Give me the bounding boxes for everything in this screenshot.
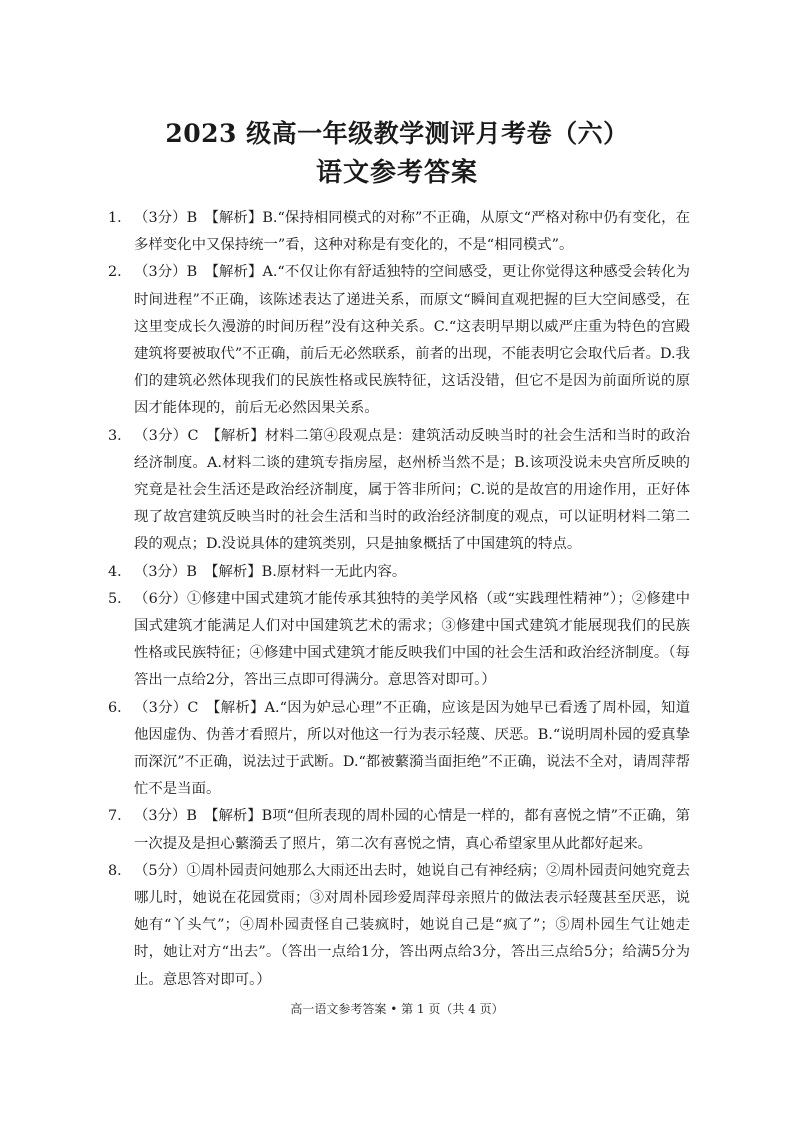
answer-item <box>108 423 690 559</box>
page-title: 2023 级高一年级教学测评月考卷（六） <box>165 119 629 148</box>
answer-item <box>108 695 690 804</box>
answer-item <box>108 858 690 994</box>
page-subtitle: 语文参考答案 <box>315 158 478 188</box>
answer-number: 1． <box>108 210 132 226</box>
answer-list <box>108 205 690 994</box>
answer-text: （3分）B 【解析】B.“保持相同模式的对称”不正确，从原文“严格对称中仍有变化，在多样变化中又保持统一”看，这种对称是有变化的，不是“相同模式”。 <box>134 210 690 254</box>
answer-text: （3分）C 【解析】A.“因为妒忌心理”不正确，应该是因为她早已看透了周朴园，知道他因虚伪、伪善才看照片，所以对他这一行为表示轻蔑、厌恶。B.“说明周朴园的爱真挚而深沉”不正确，说法过于武断。D.“都被蘩漪当面拒绝”不正确，说法不全对，请周萍帮忙不是当面。 <box>134 699 690 798</box>
answer-item <box>108 586 690 695</box>
answer-number: 4． <box>108 563 132 580</box>
answer-number: 3． <box>108 427 132 444</box>
answer-number: 7． <box>108 808 132 825</box>
answer-text: （3分）B 【解析】B.原材料一无此内容。 <box>134 563 407 580</box>
answer-item <box>108 559 690 586</box>
answer-text: （5分）①周朴园责问她那么大雨还出去时，她说自己有神经病；②周朴园责问她究竟去哪儿时，她说在花园赏雨；③对周朴园珍爱周萍母亲照片的做法表示轻蔑甚至厌恶，说她有“丫头气”；④周朴园责怪自己装疯时，她说自己是“疯了”；⑤周朴园生气让她走时，她让对方“出去”。（答出一点给1分，答出两点给3分，答出三点给5分；给满5分为止。意思答对即可。） <box>134 862 691 988</box>
page-footer: 高一语文参考答案 • 第 1 页（共 4 页） <box>290 1002 504 1016</box>
answer-text: （3分）B 【解析】B项“但所表现的周朴园的心情是一样的，都有喜悦之情”不正确，第一次提及是担心蘩漪丢了照片，第二次有喜悦之情，真心希望家里从此都好起来。 <box>134 808 690 852</box>
answer-number: 8． <box>108 862 132 879</box>
answer-item <box>108 803 690 857</box>
answer-number: 6． <box>108 699 132 716</box>
answer-item <box>108 259 690 422</box>
answer-item <box>108 205 690 259</box>
answer-number: 2． <box>108 264 132 281</box>
answer-text: （3分）B 【解析】A.“不仅让你有舒适独特的空间感受，更让你觉得这种感受会转化为时间进程”不正确，该陈述表达了递进关系，而原文“瞬间直观把握的巨大空间感受，在这里变成长久漫游的时间历程”没有这种关系。C.“这表明早期以威严庄重为特色的宫殿建筑将要被取代”不正确，前后无必然联系，前者的出现，不能表明它会取代后者。D.我们的建筑必然体现我们的民族性格或民族特征，这话没错，但它不是因为前面所说的原因才能体现的，前后无必然因果关系。 <box>134 264 690 417</box>
answer-number: 5． <box>108 590 132 607</box>
answer-text: （3分）C 【解析】材料二第④段观点是：建筑活动反映当时的社会生活和当时的政治经济制度。A.材料二谈的建筑专指房屋，赵州桥当然不是；B.该项没说未央宫所反映的究竟是社会生活还是政治经济制度，属于答非所问；C.说的是故宫的用途作用，正好体现了故宫建筑反映当时的社会生活和当时的政治经济制度的观点，可以证明材料二第二段的观点；D.没说具体的建筑类别，只是抽象概括了中国建筑的特点。 <box>134 427 690 553</box>
answer-text: （6分）①修建中国式建筑才能传承其独特的美学风格（或“实践理性精神”）；②修建中国式建筑才能满足人们对中国建筑艺术的需求；③修建中国式建筑才能展现我们的民族性格或民族特征；④修建中国式建筑才能反映我们中国的社会生活和政治经济制度。（每答出一点给2分，答出三点即可得满分。意思答对即可。） <box>134 590 690 689</box>
